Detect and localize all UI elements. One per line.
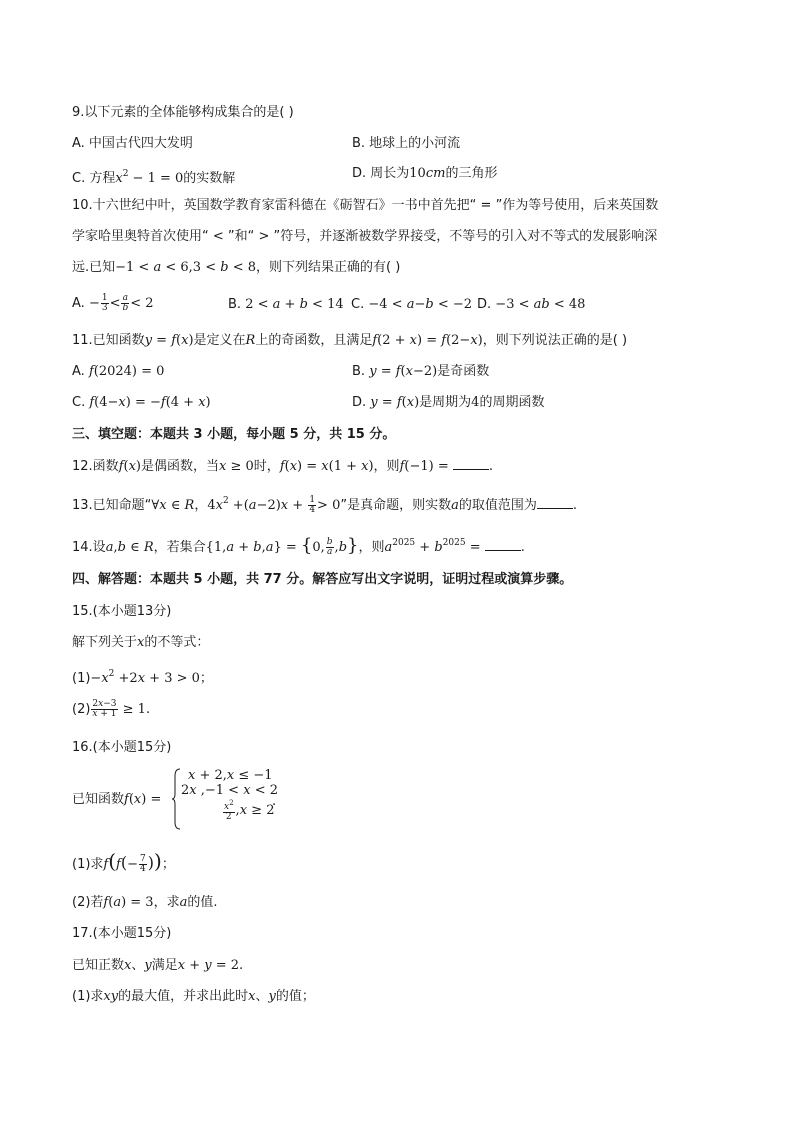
q11-stem: 11.已知函数y = f(x)是定义在R上的奇函数，且满足f(2 + x) = f(2−x)，则下列说法正确的是( ) xyxy=(72,333,628,348)
piecewise-brace-icon xyxy=(171,768,181,830)
q10-line3: 远.已知−1 < a < 6,3 < b < 8，则下列结果正确的有( ) xyxy=(72,260,401,275)
q16-known: 已知函数f(x) = xyxy=(72,792,162,807)
q10-option-b: B. 2 < a + b < 14 xyxy=(228,297,344,312)
q15-part2: (2) $\frac{2x-3}{x + 1}$ ≥ 1. xyxy=(72,699,151,719)
q11-option-b: B. y = f(x−2)是奇函数 xyxy=(352,364,490,379)
q11-option-d: D. y = f(x)是周期为4的周期函数 xyxy=(352,395,545,410)
q9-option-b: B. 地球上的小河流 xyxy=(352,136,461,151)
q10-options: A. − $\frac{1}{3}$ < $\frac{a}{b}$ < 2 xyxy=(72,293,154,313)
section-4-heading: 四、解答题：本题共 5 小题，共 77 分。解答应写出文字说明，证明过程或演算步骤。 xyxy=(72,572,573,587)
q9-option-c: C. 方程$x^2 - 1 = 0$的实数解 xyxy=(72,169,236,186)
q10-option-c: C. −4 < a−b < −2 xyxy=(351,297,473,312)
q10-option-d: D. −3 < ab < 48 xyxy=(477,297,586,312)
q16-part1: (1)求f(f(− $\frac{7}{4}$ ))； xyxy=(72,849,175,874)
q12: 12.函数f(x)是偶函数，当x ≥ 0时，f(x) = x(1 + x)，则f(−1) = . xyxy=(72,459,493,474)
q14: 14.设a,b ∈ R，若集合{1,a + b,a} = {0, $\frac{b}{a}$ ,b}，则$a^{2025} + b^{2025}$ = . xyxy=(72,535,525,557)
q16-period: . xyxy=(272,794,277,809)
q11-option-c: C. f(4−x) = −f(4 + x) xyxy=(72,395,211,410)
q17-title: 17.(本小题15分) xyxy=(72,926,172,941)
q16-case2: 2x ,−1 < x < 2 xyxy=(181,783,278,798)
q10-line1: 10.十六世纪中叶，英国数学教育家雷科德在《砺智石》一书中首先把“ = ”作为等号使用，后来英国数 xyxy=(72,198,659,213)
q9-option-d: D. 周长为10cm的三角形 xyxy=(352,166,498,181)
q9-stem: 9.以下元素的全体能够构成集合的是( ) xyxy=(72,105,294,120)
q17-known: 已知正数x、y满足x + y = 2. xyxy=(72,958,244,973)
q15-title: 15.(本小题13分) xyxy=(72,604,172,619)
q16-case1: x + 2,x ≤ −1 xyxy=(188,768,273,783)
q10-line2: 学家哈里奥特首次使用“ < ”和“ > ”符号，并逐渐被数学界接受，不等号的引入对不等式的发展影响深 xyxy=(72,229,658,244)
section-3-heading: 三、填空题：本题共 3 小题，每小题 5 分，共 15 分。 xyxy=(72,427,396,442)
q9-option-a: A. 中国古代四大发明 xyxy=(72,136,193,151)
q16-case3: $\frac{x^2}{2}$ ,x ≥ 2 xyxy=(224,799,275,822)
q17-part1: (1)求xy的最大值，并求出此时x、y的值； xyxy=(72,989,315,1004)
q16-title: 16.(本小题15分) xyxy=(72,740,172,755)
q15-intro: 解下列关于x的不等式： xyxy=(72,635,210,650)
q16-part2: (2)若f(a) = 3，求a的值. xyxy=(72,895,218,910)
q15-part1: $(1)-x^2 +2x + 3 > 0$； xyxy=(72,669,213,686)
q13: 13.已知命题“∀x ∈ R，$4x^2 +(a-2)x$ + $\frac{1}{4}$ > 0”是真命题，则实数a的取值范围为 . xyxy=(72,495,578,515)
q11-option-a: A. f(2024) = 0 xyxy=(72,364,165,379)
